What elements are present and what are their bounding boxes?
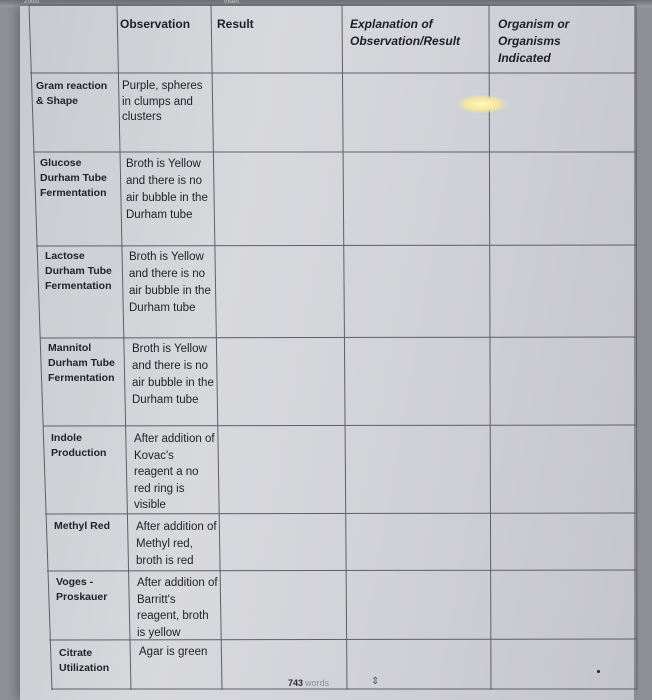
row-lactose-observation: Broth is Yellow and there is no air bubble in the Durham tube [129,251,211,314]
toolbar-insert-label[interactable]: Insert [224,0,240,5]
cursor-dot [597,670,600,673]
row-citrate-observation: Agar is green [139,646,208,658]
toolbar-zoom-label[interactable]: Zoom [24,0,40,5]
row-glucose-test: Glucose Durham Tube Fermentation [40,157,107,199]
row-voges-observation: After addition of Barritt's reagent, broth is yellow [137,577,218,639]
row-citrate-test: Citrate Utilization [59,647,110,674]
row-indole-observation: After addition of Kovac's reagent a no red ring is visible [134,433,215,511]
row-mannitol-observation: Broth is Yellow and there is no air bubble in the Durham tube [132,343,214,406]
word-count-label: words [305,678,330,688]
row-gram-test: Gram reaction & Shape [36,80,108,107]
stepper-arrows-icon[interactable]: ⇕ [371,676,380,687]
row-mannitol-test: Mannitol Durham Tube Fermentation [48,342,115,384]
header-result: Result [217,17,254,31]
row-voges-test: Voges -Proskauer [56,576,108,603]
header-organism: Organism or Organisms Indicated [498,17,570,65]
header-observation: Observation [120,17,191,31]
row-methyl-red-test: Methyl Red [54,520,111,532]
row-gram-observation: Purple, spheres in clumps and clusters [122,80,203,123]
word-count-indicator[interactable] [288,678,329,688]
row-lactose-test: Lactose Durham Tube Fermentation [45,250,112,292]
yellow-highlight-mark [458,95,506,113]
row-methyl-red-observation: After addition of Methyl red, broth is red [136,521,217,567]
row-indole-test: Indole Production [51,432,107,459]
word-count-value: 743 [288,678,304,688]
header-explanation: Explanation of Observation/Result [350,17,461,48]
row-glucose-observation: Broth is Yellow and there is no air bubble in the Durham tube [126,158,208,221]
